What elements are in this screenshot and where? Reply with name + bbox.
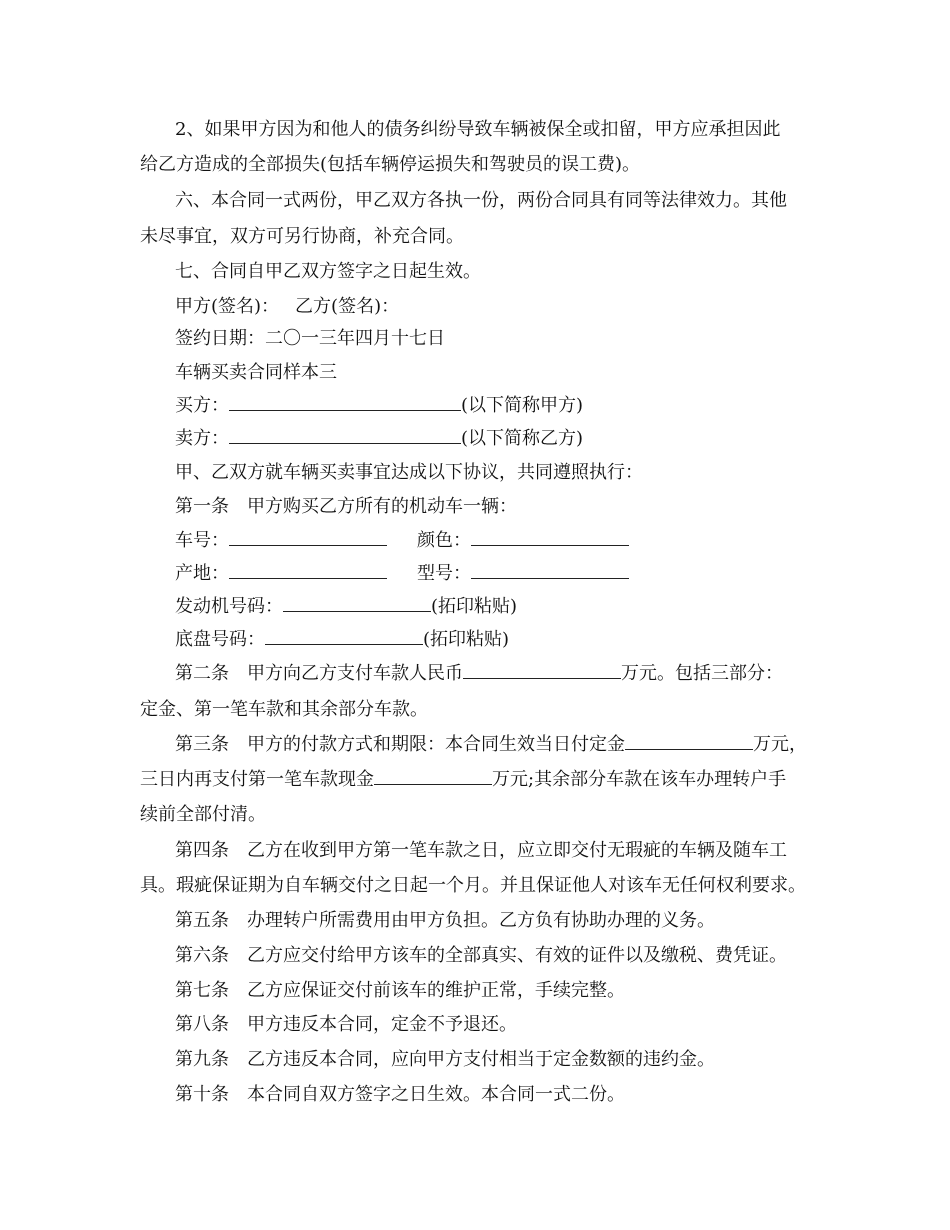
article-6: 第六条 乙方应交付给甲方该车的全部真实、有效的证件以及缴税、费凭证。 (175, 945, 787, 966)
buyer-note: (以下简称甲方) (461, 395, 584, 416)
first-payment-blank (374, 764, 492, 785)
article-9: 第九条 乙方违反本合同，应向甲方支付相当于定金数额的违约金。 (175, 1049, 715, 1070)
chassis-blank (265, 624, 423, 645)
article-4-line-1: 第四条 乙方在收到甲方第一笔车款之日，应立即交付无瑕疵的车辆及随车工 (175, 840, 787, 861)
deposit-blank (625, 729, 753, 750)
para-clause-2-line-2: 给乙方造成的全部损失(包括车辆停运损失和驾驶员的误工费)。 (140, 154, 641, 175)
plate-label: 车号： (175, 530, 229, 551)
seller-blank (229, 423, 461, 444)
signature-line (175, 290, 810, 323)
plate-color-line (175, 524, 810, 557)
article-2-line-2: 定金、第一笔车款和其余部分车款。 (140, 699, 428, 720)
article-7: 第七条 乙方应保证交付前该车的维护正常，手续完整。 (175, 980, 625, 1001)
article-3-text-d: 万元;其余部分车款在该车办理转户手 (492, 769, 787, 790)
article-10: 第十条 本合同自双方签字之日生效。本合同一式二份。 (175, 1084, 625, 1105)
seller-note: (以下简称乙方) (461, 428, 584, 449)
price-blank (463, 658, 621, 679)
article-8: 第八条 甲方违反本合同，定金不予退还。 (175, 1014, 517, 1035)
signing-date: 签约日期：二〇一三年四月十七日 (175, 328, 445, 349)
party-a-signature-label: 甲方(签名)： (175, 296, 280, 317)
chassis-line (175, 623, 810, 656)
chassis-note: (拓印粘贴) (423, 629, 510, 650)
agreement-intro: 甲、乙双方就车辆买卖事宜达成以下协议，共同遵照执行： (175, 462, 643, 483)
para-clause-7: 七、合同自甲乙双方签字之日起生效。 (175, 261, 481, 282)
article-4-line-2: 具。瑕疵保证期为自车辆交付之日起一个月。并且保证他人对该车无任何权利要求。 (140, 875, 806, 896)
article-3-text-c: 三日内再支付第一笔车款现金 (140, 769, 374, 790)
engine-line (175, 590, 810, 623)
party-b-signature-label: 乙方(签名)： (295, 296, 400, 317)
engine-label: 发动机号码： (175, 596, 283, 617)
para-clause-2-line-1: 2、如果甲方因为和他人的债务纠纷导致车辆被保全或扣留，甲方应承担因此 (175, 119, 781, 140)
article-2-text-a: 第二条 甲方向乙方支付车款人民币 (175, 663, 463, 684)
chassis-label: 底盘号码： (175, 629, 265, 650)
buyer-blank (229, 390, 461, 411)
plate-blank (229, 525, 387, 546)
engine-note: (拓印粘贴) (431, 596, 518, 617)
para-clause-6-line-2: 未尽事宜，双方可另行协商，补充合同。 (140, 226, 464, 247)
buyer-line (175, 389, 810, 422)
sample-title: 车辆买卖合同样本三 (175, 362, 337, 383)
engine-blank (283, 591, 431, 612)
origin-blank (229, 558, 387, 579)
article-1: 第一条 甲方购买乙方所有的机动车一辆： (175, 496, 517, 517)
article-2-line-1 (175, 657, 810, 690)
article-2-text-b: 万元。包括三部分： (621, 663, 783, 684)
origin-model-line (175, 557, 810, 590)
para-clause-6-line-1: 六、本合同一式两份，甲乙双方各执一份，两份合同具有同等法律效力。其他 (175, 190, 787, 211)
color-blank (471, 525, 629, 546)
article-3-line-1 (175, 728, 810, 761)
article-3-line-2 (140, 763, 810, 796)
article-3-line-3: 续前全部付清。 (140, 804, 266, 825)
article-3-text-a: 第三条 甲方的付款方式和期限：本合同生效当日付定金 (175, 734, 625, 755)
buyer-label: 买方： (175, 395, 229, 416)
origin-label: 产地： (175, 563, 229, 584)
model-blank (471, 558, 629, 579)
article-5: 第五条 办理转户所需费用由甲方负担。乙方负有协助办理的义务。 (175, 910, 715, 931)
seller-label: 卖方： (175, 428, 229, 449)
article-3-text-b: 万元， (753, 734, 807, 755)
model-label: 型号： (417, 563, 471, 584)
seller-line (175, 422, 810, 455)
color-label: 颜色： (417, 530, 471, 551)
